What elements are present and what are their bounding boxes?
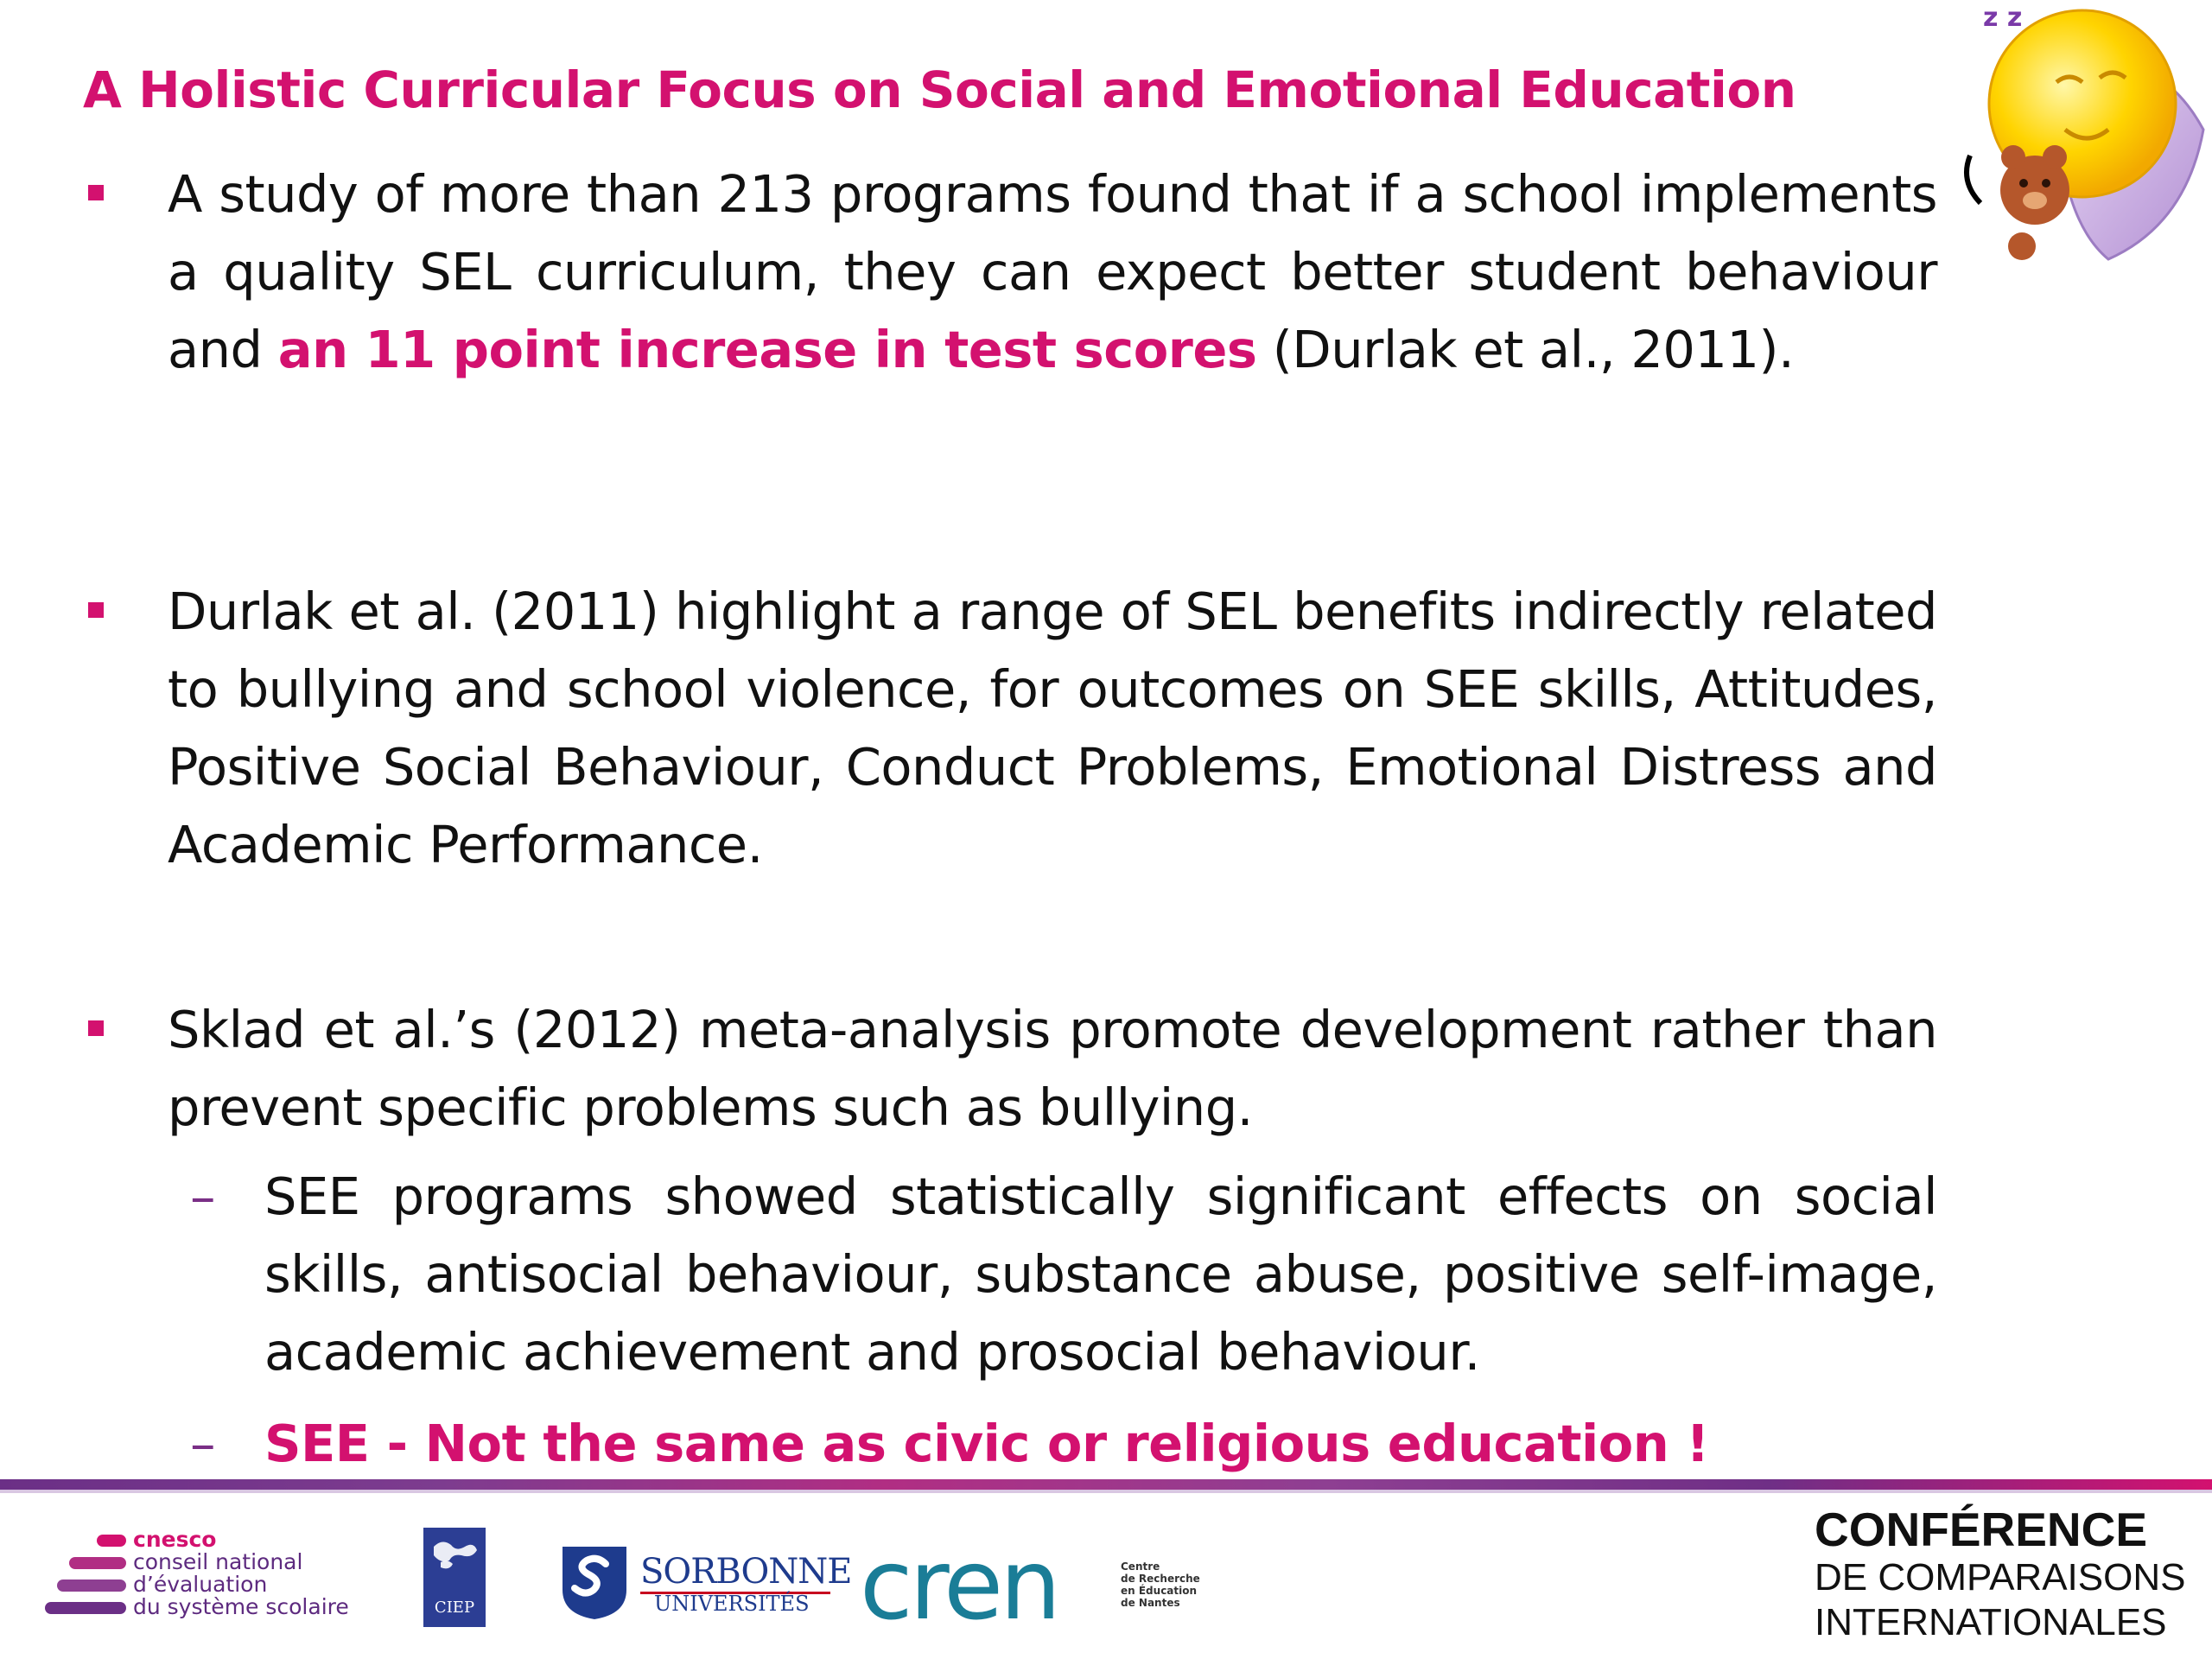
bullet-1-text (168, 156, 1937, 389)
cren-caption (1121, 1560, 1200, 1609)
cren-wordmark: cren (860, 1529, 1058, 1642)
cnesco-line: d’évaluation (133, 1572, 268, 1597)
bullet-marker (88, 602, 104, 618)
sub-bullet-dash: – (190, 1166, 216, 1226)
sorbonne-line1: SORBONNE (640, 1552, 852, 1592)
sleep-z-icon: z z (1983, 3, 2023, 33)
bullet-1-text-before: A study of more than 213 programs found that if a school implements a quality SEL curriculum, they can expect better student behaviour and (168, 164, 1937, 379)
cnesco-line: du système scolaire (133, 1594, 349, 1619)
bullet-marker (88, 185, 104, 200)
bullet-1-text-after: (Durlak et al., 2011). (1256, 320, 1795, 379)
bullet-1-highlight: an 11 point increase in test scores (277, 320, 1257, 379)
cren-caption-line: Centre (1121, 1560, 1160, 1573)
teddy-bear-icon (2000, 145, 2069, 260)
sleeping-moon-image (1953, 0, 2212, 276)
footer-divider-shadow (0, 1490, 2212, 1493)
conference-line3: INTERNATIONALES (1815, 1601, 2167, 1643)
sorbonne-line2: UNIVERSITÉS (654, 1592, 810, 1616)
cren-caption-line: de Recherche (1121, 1573, 1200, 1585)
bullet-3-text: Sklad et al.’s (2012) meta-analysis promote development rather than prevent specific problems such as bullying. (168, 1000, 1937, 1137)
cnesco-line: conseil national (133, 1549, 303, 1574)
cren-logo (860, 1529, 1223, 1642)
conference-logo (1815, 1503, 2186, 1645)
conference-line1: CONFÉRENCE (1815, 1503, 2148, 1556)
sorbonne-s-icon (557, 1543, 632, 1621)
globe-icon (423, 1528, 486, 1580)
sub-bullet-2-text: SEE - Not the same as civic or religious education ! (264, 1414, 1709, 1473)
bullet-2-text: Durlak et al. (2011) highlight a range of SEL benefits indirectly related to bullying and school violence, for outcomes on SEE skills, Attitudes, Positive Social Behaviour, Conduct Problems, Emotional Distress and Academic Performance. (168, 582, 1937, 874)
sub-bullet-dash: – (190, 1414, 216, 1473)
ciep-text: CIEP (434, 1599, 475, 1617)
cren-caption-line: en Éducation (1121, 1585, 1198, 1597)
slide-title: A Holistic Curricular Focus on Social and Emotional Education (83, 60, 1796, 119)
sub-bullet-1-text: SEE programs showed statistically significant effects on social skills, antisocial behaviour, substance abuse, positive self-image, academic achievement and prosocial behaviour. (264, 1166, 1937, 1382)
ciep-logo (423, 1528, 486, 1627)
bullet-marker (88, 1020, 104, 1036)
cnesco-logo (45, 1529, 408, 1633)
cnesco-name: cnesco (133, 1527, 217, 1552)
sorbonne-logo (557, 1543, 852, 1621)
cren-caption-line: de Nantes (1121, 1597, 1180, 1609)
footer-divider (0, 1479, 2212, 1490)
conference-line2: DE COMPARAISONS (1815, 1556, 2186, 1599)
